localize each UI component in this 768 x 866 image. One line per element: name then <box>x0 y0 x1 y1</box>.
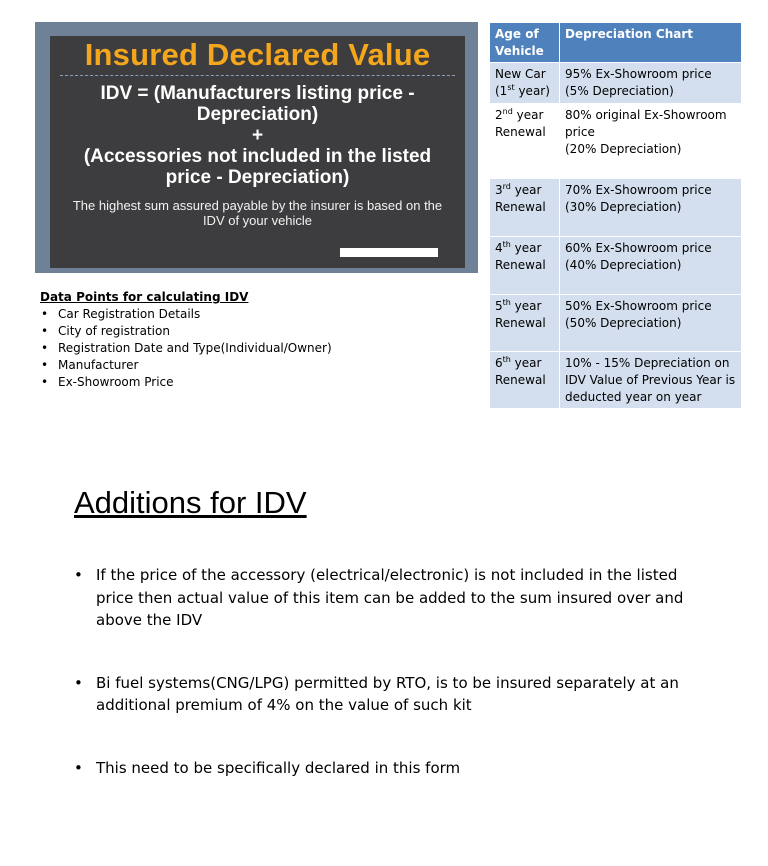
list-item: • Ex-Showroom Price <box>40 374 460 391</box>
idv-banner-panel <box>50 36 465 268</box>
list-item: • Bi fuel systems(CNG/LPG) permitted by RTO, is to be insured separately at an additional premium of 4% on the value of such kit <box>74 672 714 717</box>
table-row <box>490 237 742 295</box>
banner-divider <box>60 75 455 76</box>
banner-note: The highest sum assured payable by the insurer is based on the IDV of your vehicle <box>72 198 443 228</box>
list-item: • Registration Date and Type(Individual/Owner) <box>40 340 460 357</box>
chart-cell: 50% Ex-Showroom price (50% Depreciation) <box>560 295 742 352</box>
list-item: • This need to be specifically declared in this form <box>74 757 714 780</box>
age-cell: New Car (1st year) <box>490 63 560 104</box>
depreciation-table <box>489 22 742 409</box>
formula-line-4: price - Depreciation) <box>165 167 350 188</box>
header-depreciation-chart: Depreciation Chart <box>560 23 742 63</box>
formula-plus: + <box>251 125 264 146</box>
formula-line-1: IDV = (Manufacturers listing price - <box>100 83 415 104</box>
formula-line-3: (Accessories not included in the listed <box>83 146 432 167</box>
age-cell: 5th year Renewal <box>490 295 560 352</box>
chart-cell: 70% Ex-Showroom price (30% Depreciation) <box>560 179 742 237</box>
table-row <box>490 179 742 237</box>
table-row <box>490 104 742 179</box>
list-item: • City of registration <box>40 323 460 340</box>
age-cell: 3rd year Renewal <box>490 179 560 237</box>
chart-cell: 80% original Ex-Showroom price (20% Depreciation) <box>560 104 742 179</box>
list-item: • If the price of the accessory (electrical/electronic) is not included in the listed price then actual value of this item can be added to the sum insured over and above the IDV <box>74 564 714 632</box>
data-points-section <box>40 289 460 391</box>
list-item: • Car Registration Details <box>40 306 460 323</box>
chart-cell: 10% - 15% Depreciation on IDV Value of Previous Year is deducted year on year <box>560 352 742 409</box>
table-row <box>490 295 742 352</box>
data-points-title: Data Points for calculating IDV <box>40 290 249 304</box>
table-row <box>490 352 742 409</box>
table-header-row <box>490 23 742 63</box>
list-item: • Manufacturer <box>40 357 460 374</box>
formula-line-2: Depreciation) <box>196 104 319 125</box>
banner-white-bar <box>340 248 438 257</box>
idv-formula <box>50 83 465 188</box>
data-points-list <box>40 306 460 391</box>
chart-cell: 60% Ex-Showroom price (40% Depreciation) <box>560 237 742 295</box>
age-cell: 6th year Renewal <box>490 352 560 409</box>
idv-banner <box>35 22 478 273</box>
table-row <box>490 63 742 104</box>
age-cell: 4th year Renewal <box>490 237 560 295</box>
header-age-of-vehicle: Age of Vehicle <box>490 23 560 63</box>
additions-heading: Additions for IDV <box>74 485 307 520</box>
chart-cell: 95% Ex-Showroom price (5% Depreciation) <box>560 63 742 104</box>
additions-list <box>74 564 714 779</box>
banner-title: Insured Declared Value <box>84 37 431 72</box>
age-cell: 2nd year Renewal <box>490 104 560 179</box>
